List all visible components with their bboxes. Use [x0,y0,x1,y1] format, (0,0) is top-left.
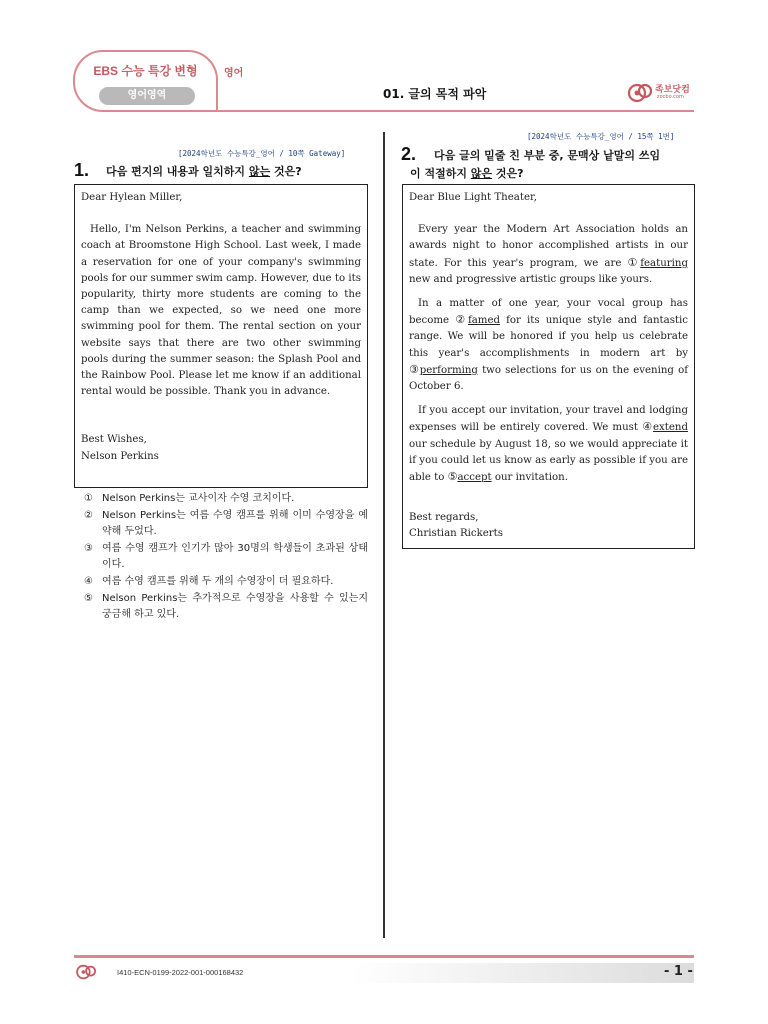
q2-closing: Best regards, [409,512,479,524]
q2-underlined-5: accept [457,472,492,484]
logo-mark-icon [627,80,655,106]
q1-question: 다음 편지의 내용과 일치하지 않는 것은? [106,165,302,178]
q2-number: 2. [401,144,417,164]
q2-underlined-1: featuring [640,257,688,269]
q2-question-line2: 이 적절하지 않은 것은? [410,167,524,180]
footer-rule [74,955,694,958]
q1-salutation: Dear Hylean Miller, [81,192,183,203]
q2-underlined-4: extend [653,422,688,434]
q1-option-1[interactable]: ① Nelson Perkins는 교사이자 수영 코치이다. [84,493,295,504]
brand-logo [627,80,699,106]
footer-band [352,963,694,983]
header-badge-title: EBS 수능 특강 변형 [93,64,198,78]
q1-options [84,491,368,624]
q1-option-5[interactable]: ⑤ Nelson Perkins는 추가적으로 수영장을 사용할 수 있는지 궁금해 하고 있다. [84,593,368,620]
header-badge [73,50,218,112]
header-rule [216,110,694,112]
q1-number: 1. [74,160,90,180]
q2-underlined-2: famed [467,315,501,327]
header-badge-pill: 영어영역 [99,87,195,105]
q1-option-3[interactable]: ③ 여름 수영 캠프가 인기가 많아 30명의 학생들이 초과된 상태이다. [84,543,368,570]
q2-paragraph-3: If you accept our invitation, your travel and lodging expenses will be entirely covered. We must ④extend our schedule by August 18, so we would appreciate it if you could let us know as early as possible if you are able to ⑤accept our invitation. [409,405,688,484]
q1-closing: Best Wishes, [81,434,147,446]
header-subject: 영어 [224,68,244,79]
q2-underlined-3: performing [419,364,478,376]
q2-letter-box [402,184,695,549]
q2-paragraph-1: Every year the Modern Art Association holds an awards night to honor accomplished artists in our state. For this year's program, we are ①featuring new and progressive artistic groups like yours. [409,224,688,285]
q2-paragraph-2: In a matter of one year, your vocal group has become ②famed for its unique style and fantastic range. We will be honored if you help us celebrate this year's accomplishments in modern art by ③performing two selections for us on the evening of October 6. [409,298,688,393]
q1-signature: Nelson Perkins [81,450,159,462]
footer-document-code: I410-ECN-0199-2022-001-000168432 [117,968,244,977]
footer-logo-icon [74,963,100,981]
column-divider [383,132,385,938]
q1-body: Hello, I'm Nelson Perkins, a teacher and swimming coach at Broomstone High School. Last week, I made a reservation for one of your company's swimming pools for our summer swim camp. However, due to its popularity, thirty more students are coming to the camp than we expected, so we need one more swimming pool for them. The rental section on your website says that there are two other swimming pools during the summer season: the Splash Pool and the Rainbow Pool. Please let me know if an additional rental would be possible. Thank you in advance. [81,224,361,398]
page-number: - 1 - [664,964,693,979]
logo-subtext: zocbo.com [657,94,684,100]
q2-source: [2024학년도 수능특강_영어 / 15쪽 1번] [527,132,675,141]
q2-signature: Christian Rickerts [409,528,503,540]
section-title: 01. 글의 목적 파악 [383,87,487,101]
q1-option-4[interactable]: ④ 여름 수영 캠프를 위해 두 개의 수영장이 더 필요하다. [84,576,334,587]
q2-question-line1: 다음 글의 밑줄 친 부분 중, 문맥상 낱말의 쓰임 [434,149,661,162]
logo-text: 족보닷컴 [655,85,690,95]
q1-letter-box [74,184,368,488]
q2-salutation: Dear Blue Light Theater, [409,192,537,203]
q1-source: [2024학년도 수능특강_영어 / 10쪽 Gateway] [178,149,346,158]
q1-option-2[interactable]: ② Nelson Perkins는 여름 수영 캠프를 위해 이미 수영장을 예약해 두었다. [84,510,368,537]
